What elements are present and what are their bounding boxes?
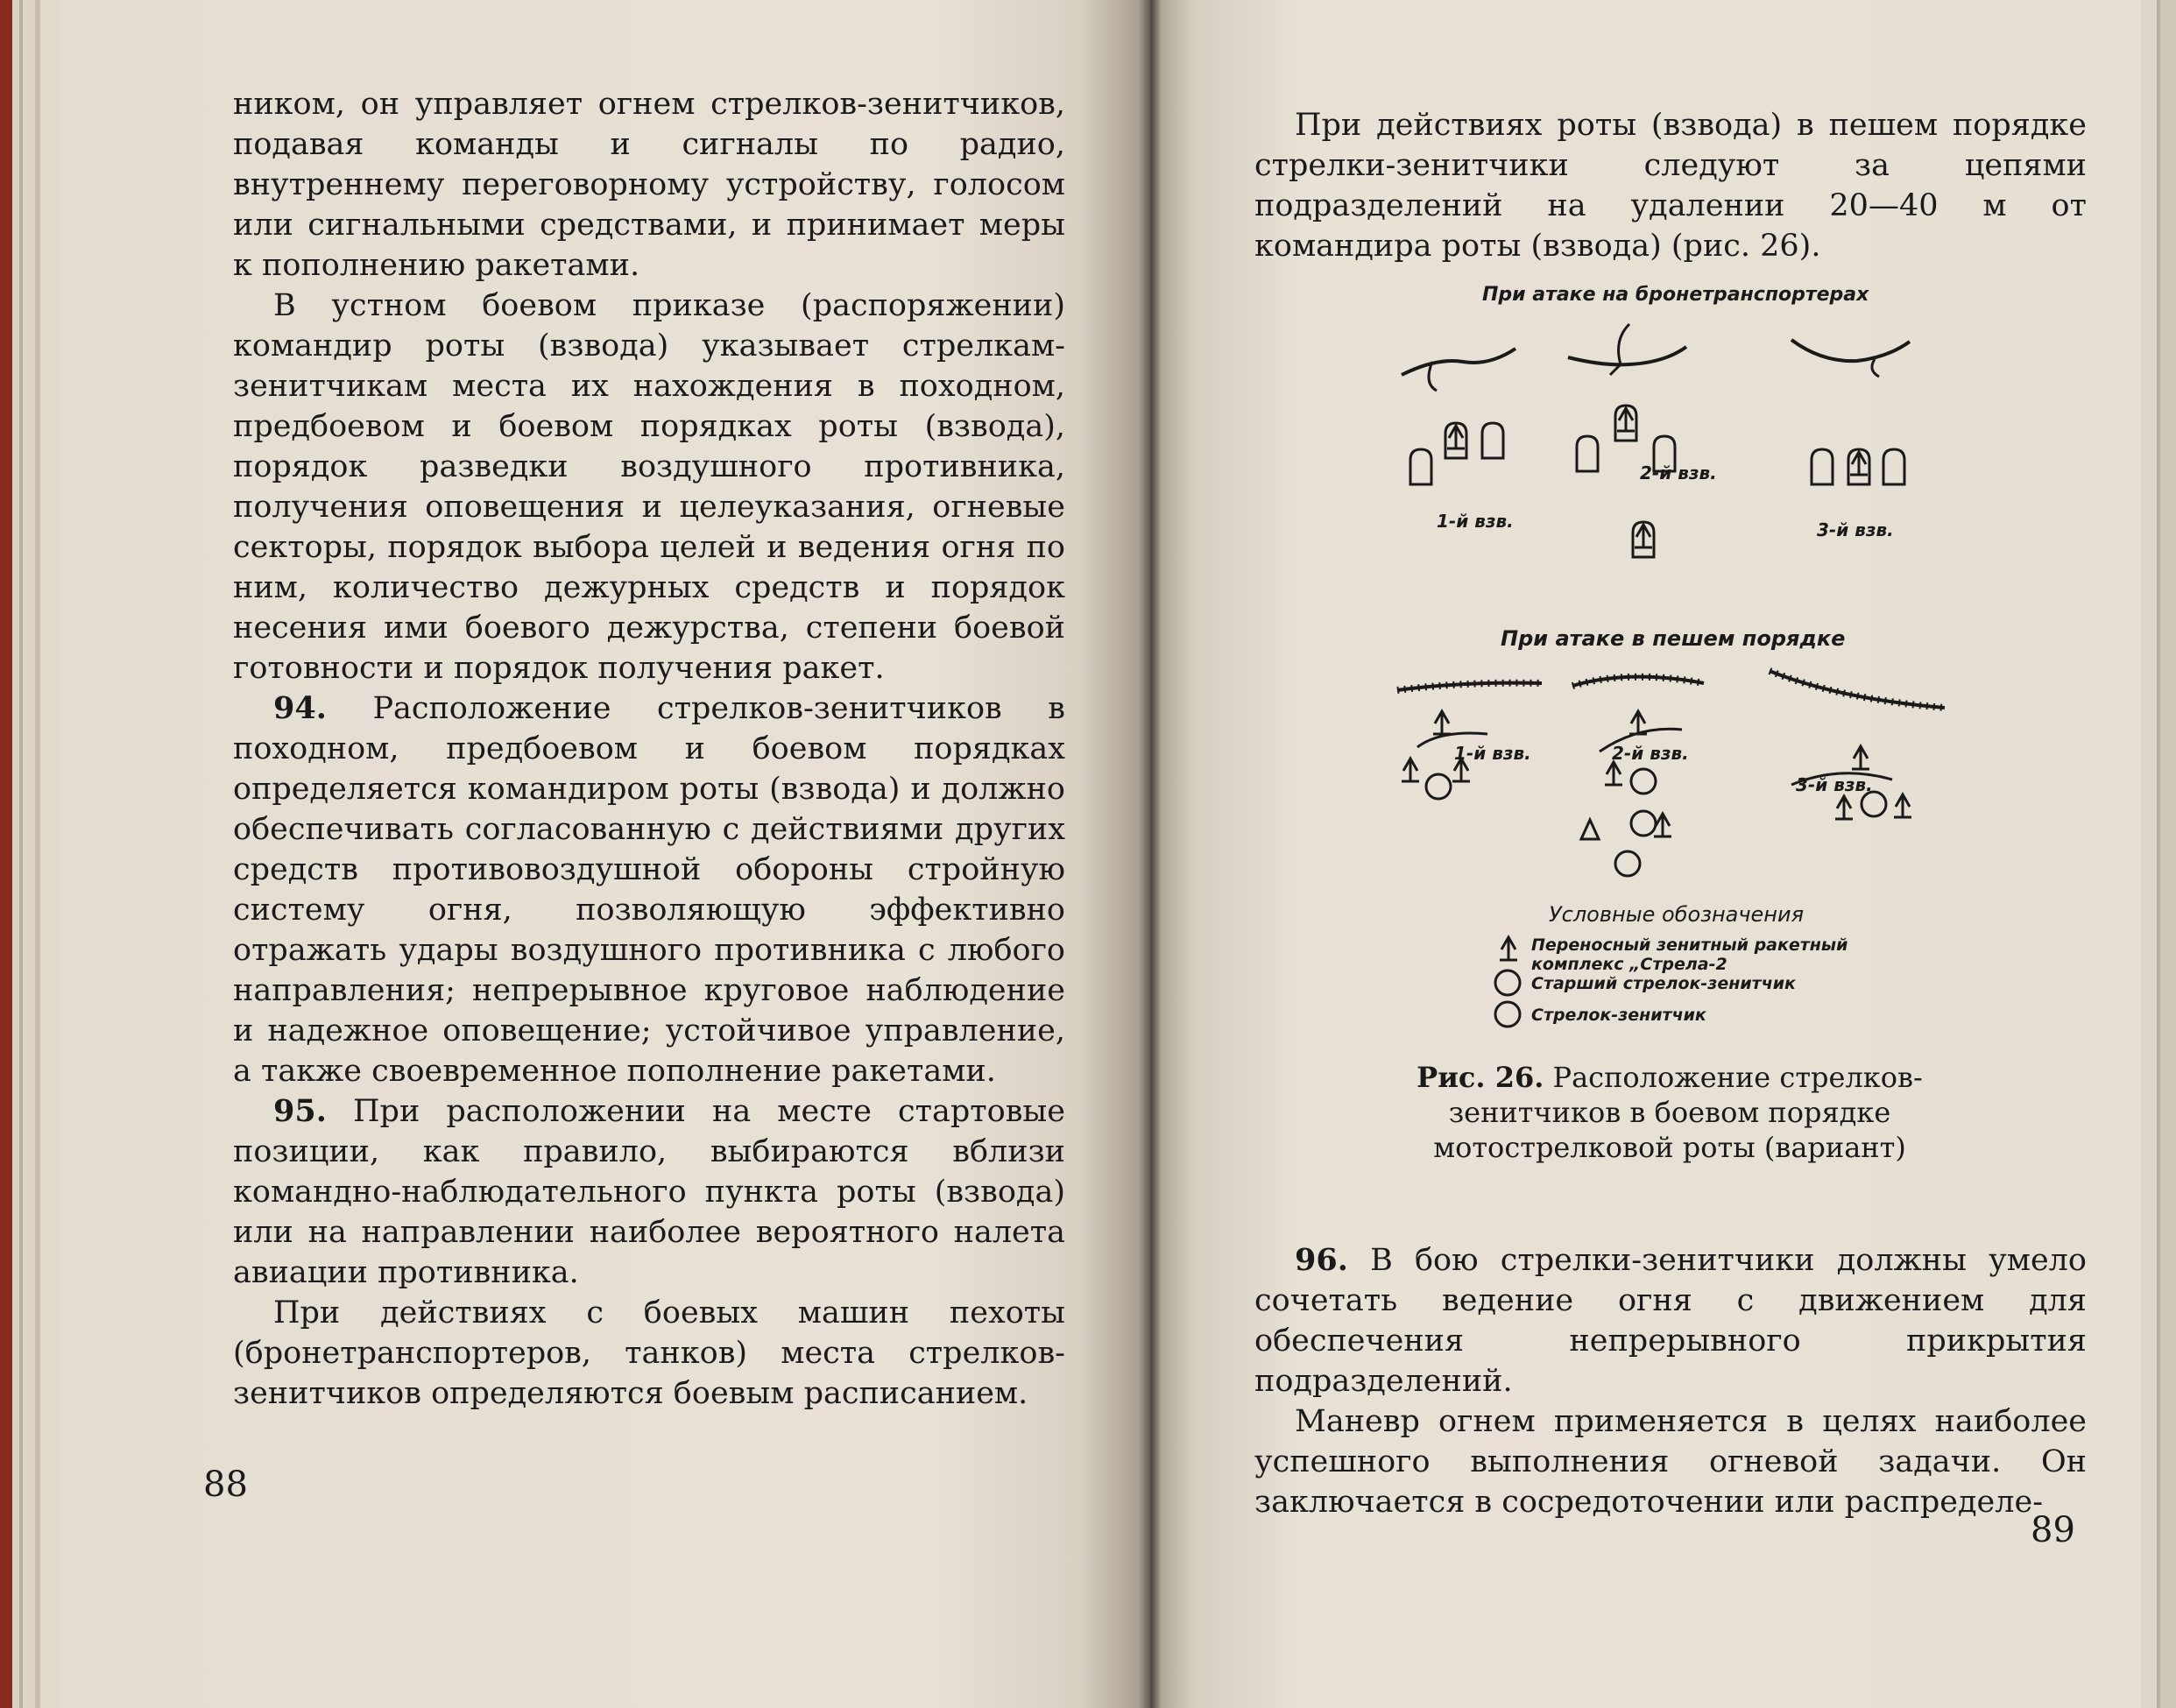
platoon-label-1: 1-й взв. — [1437, 511, 1514, 532]
paragraph-number: 95. — [273, 1093, 327, 1129]
paragraph: Маневр огнем применяется в целях наиболее успешного выполнения огневой задачи. Он заключается в сосредоточении или распределе- — [1254, 1404, 2087, 1520]
page-number-right: 89 — [2031, 1510, 2075, 1550]
paragraph: ником, он управляет огнем стрелков-зенитчиков, подавая команды и сигналы по радио, внутреннему переговорному устройству, голосом или сигнальными средствами, и принимает меры к пополнению ракетами. — [233, 87, 1065, 283]
book-edge-right — [2141, 0, 2176, 1708]
figure-caption-text: Расположение стрелков-зенитчиков в боевом порядке мотострелковой роты (вариант) — [1433, 1061, 1923, 1164]
section-title-apc: При атаке на бронетранспортерах — [1482, 284, 1869, 306]
legend-symbols — [1495, 937, 1520, 1027]
paragraph: При действиях роты (взвода) в пешем порядке стрелки-зенитчики следуют за цепями подразделений на удалении 20—40 м от командира роты (взвода) (рис. 26). — [1254, 108, 2087, 264]
figure-diagram — [1384, 279, 1962, 1049]
paragraph: В устном боевом приказе (распоряжении) командир роты (взвода) указывает стрелкам-зенитчикам места их нахождения в походном, предбоевом и боевом порядках роты (взвода), порядок разведки воздушного противника, получения оповещения и целеуказания, огневые секторы, порядок выбора целей и ведения огня по ним, количество дежурных средств и порядок несения ими боевого дежурства, степени боевой готовности и порядок получения ракет. — [233, 288, 1065, 686]
left-page-text — [233, 84, 1065, 1414]
legend-title: Условные обозначения — [1549, 902, 1805, 927]
figure-26 — [1384, 279, 1962, 1049]
figure-caption — [1398, 1060, 1941, 1165]
platoon-label-1-foot: 1-й взв. — [1454, 743, 1531, 764]
figure-number: Рис. 26. — [1417, 1061, 1544, 1094]
foot-attack-section — [1397, 671, 1945, 876]
right-page-text-bottom — [1254, 1240, 2087, 1522]
paragraph-96: 96. В бою стрелки-зенитчики должны умело сочетать ведение огня с движением для обеспечения непрерывного прикрытия подразделений. — [1254, 1242, 2087, 1399]
legend-label-missile-1: Переносный зенитный ракетный — [1531, 935, 1848, 955]
legend-label-senior-shooter: Старший стрелок-зенитчик — [1531, 974, 1796, 993]
platoon-label-2: 2-й взв. — [1640, 462, 1717, 483]
legend-label-shooter: Стрелок-зенитчик — [1531, 1006, 1706, 1025]
right-page-text-top — [1254, 105, 2087, 266]
section-title-foot: При атаке в пешем порядке — [1501, 626, 1846, 651]
paragraph: При действиях с боевых машин пехоты (бронетранспортеров, танков) места стрелков-зенитчиков определяются боевым расписанием. — [233, 1295, 1065, 1411]
paragraph-number: 94. — [273, 690, 327, 726]
legend-label-missile-2: комплекс „Стрела-2 — [1531, 955, 1727, 974]
book-gutter — [1139, 0, 1162, 1708]
platoon-label-2-foot: 2-й взв. — [1612, 743, 1689, 764]
platoon-label-3-foot: 3-й взв. — [1796, 774, 1873, 795]
paragraph-95: 95. При расположении на месте стартовые позиции, как правило, выбираются вблизи командно-наблюдательного пункта роты (взвода) или на направлении наиболее вероятного налета авиации противника. — [233, 1093, 1065, 1290]
platoon-label-3: 3-й взв. — [1817, 519, 1894, 540]
paragraph-number: 96. — [1295, 1242, 1348, 1278]
book-edge-left — [0, 0, 60, 1708]
paragraph-94: 94. Расположение стрелков-зенитчиков в походном, предбоевом и боевом порядках определяется командиром роты (взвода) и должно обеспечивать согласованную с действиями других средств противовоздушной обороны стройную систему огня, позволяющую эффективно отражать удары воздушного противника с любого направления; непрерывное круговое наблюдение и надежное оповещение; устойчивое управление, а также своевременное пополнение ракетами. — [233, 690, 1065, 1089]
page-number-left: 88 — [203, 1465, 248, 1505]
